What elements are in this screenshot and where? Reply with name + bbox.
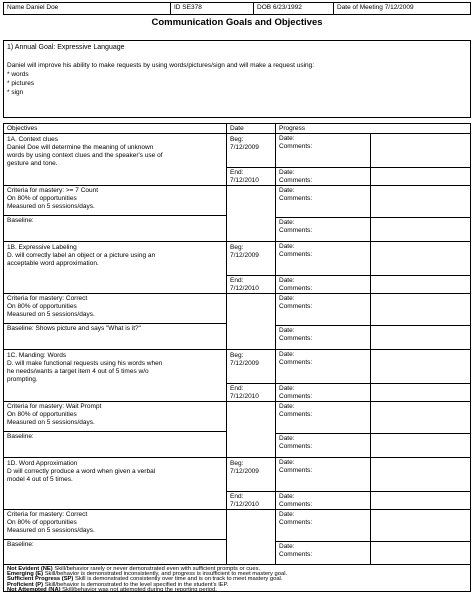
student-name: Name Daniel Doe: [7, 4, 59, 11]
progress-date-label: Date:: [279, 493, 295, 500]
objective-row-border: [226, 383, 471, 384]
objective-row-border: [3, 509, 471, 510]
progress-date-label: Date:: [279, 327, 295, 334]
legend-term: Sufficient Progress (SP): [7, 576, 74, 583]
objective-title: 1D. Word Approximation: [7, 460, 78, 467]
legend-term: Not Evident (NE): [7, 566, 53, 572]
legend-description: Skill is demonstrated consistently over time and is on track to meet mastery goal.: [73, 576, 283, 583]
objective-title: 1B. Expressive Labeling: [7, 244, 77, 251]
objective-description-line: D will correctly produce a word when given a verbal: [7, 468, 156, 475]
mastery-criteria-line: Criteria for mastery: >= 7 Count: [7, 187, 99, 194]
progress-divider: [370, 133, 371, 241]
progress-comments-label: Comments:: [279, 335, 313, 342]
objective-top-border: [3, 241, 471, 242]
mastery-criteria-line: Criteria for mastery: Correct: [7, 511, 88, 518]
objective-title: 1C. Manding: Words: [7, 352, 67, 359]
baseline-label: Baseline:: [7, 217, 34, 224]
baseline-label: Baseline:: [7, 541, 34, 548]
progress-date-label: Date:: [279, 403, 295, 410]
progress-divider: [370, 241, 371, 349]
legend-term: Not Attempted (NA): [7, 586, 61, 593]
objective-description-line: words by using context clues and the speaker's use of: [7, 152, 163, 159]
progress-date-label: Date:: [279, 543, 295, 550]
begin-label: Beg:: [230, 460, 244, 467]
progress-date-label: Date:: [279, 277, 295, 284]
progress-comments-label: Comments:: [279, 303, 313, 310]
progress-comments-label: Comments:: [279, 285, 313, 292]
progress-date-label: Date:: [279, 187, 295, 194]
progress-date-label: Date:: [279, 243, 295, 250]
progress-date-label: Date:: [279, 295, 295, 302]
progress-date-label: Date:: [279, 169, 295, 176]
objective-description-line: gesture and tone.: [7, 160, 58, 167]
mastery-criteria-line: Criteria for mastery: Wait Prompt: [7, 403, 102, 410]
baseline-row-border: [3, 431, 226, 432]
objective-row-border: [226, 167, 471, 168]
goal-item-sign: * sign: [7, 89, 24, 96]
begin-label: Beg:: [230, 352, 244, 359]
objective-row-border: [3, 293, 471, 294]
objective-row-border: [3, 185, 471, 186]
objective-row-border: [275, 541, 471, 542]
progress-comments-label: Comments:: [279, 177, 313, 184]
begin-label: Beg:: [230, 244, 244, 251]
annual-goal-heading: 1) Annual Goal: Expressive Language: [7, 44, 125, 51]
progress-date-label: Date:: [279, 385, 295, 392]
col-header-objectives: Objectives: [7, 125, 38, 132]
baseline-row-border: [3, 539, 226, 540]
legend-description: Skill/behavior rarely or never demonstrated even with sufficient prompts or cues.: [52, 566, 261, 572]
end-date: 7/12/2010: [230, 501, 259, 508]
progress-date-label: Date:: [279, 351, 295, 358]
progress-comments-label: Comments:: [279, 227, 313, 234]
progress-comments-label: Comments:: [279, 551, 313, 558]
baseline-label: Baseline:: [7, 433, 34, 440]
legend-term: Proficient (P): [7, 581, 44, 588]
objective-top-border: [3, 133, 471, 134]
progress-date-label: Date:: [279, 219, 295, 226]
mastery-criteria-line: Measured on 5 sessions/days.: [7, 527, 95, 534]
progress-comments-label: Comments:: [279, 443, 313, 450]
annual-goal-statement: Daniel will improve his ability to make requests by using words/pictures/sign and will make a request using:: [7, 62, 315, 69]
progress-comments-label: Comments:: [279, 143, 313, 150]
mastery-criteria-line: On 80% of opportunities: [7, 303, 77, 310]
col-header-progress: Progress: [279, 125, 306, 132]
baseline-row-border: [3, 323, 226, 324]
col-header-date: Date: [230, 125, 244, 132]
progress-date-label: Date:: [279, 435, 295, 442]
progress-comments-label: Comments:: [279, 411, 313, 418]
legend-term: Emerging (E): [7, 571, 44, 578]
mastery-criteria-line: Measured on 5 sessions/days.: [7, 311, 95, 318]
objective-top-border: [3, 349, 471, 350]
objective-row-border: [3, 401, 471, 402]
mastery-criteria-line: Measured on 5 sessions/days.: [7, 419, 95, 426]
mastery-criteria-line: On 80% of opportunities: [7, 195, 77, 202]
mastery-criteria-line: On 80% of opportunities: [7, 519, 77, 526]
objective-row-border: [226, 275, 471, 276]
objective-title: 1A. Context clues: [7, 136, 58, 143]
mastery-criteria-line: On 80% of opportunities: [7, 411, 77, 418]
baseline-label: Baseline: Shows picture and says "What is it?": [7, 325, 141, 332]
end-label: End:: [230, 493, 244, 500]
legend-description: Skill/behavior was not attempted during the reporting period.: [60, 586, 217, 593]
page-title: Communication Goals and Objectives: [151, 17, 323, 28]
begin-label: Beg:: [230, 136, 244, 143]
progress-comments-label: Comments:: [279, 467, 313, 474]
legend-description: Skill/behavior is demonstrated to the level specified in the student's IEP.: [43, 581, 229, 588]
objective-row-border: [275, 217, 471, 218]
objective-description-line: D. will make functional requests using his words when: [7, 360, 163, 367]
student-dob: DOB 6/23/1992: [257, 4, 302, 11]
objective-description-line: prompting.: [7, 376, 38, 383]
objective-row-border: [275, 433, 471, 434]
progress-comments-label: Comments:: [279, 501, 313, 508]
progress-date-label: Date:: [279, 459, 295, 466]
begin-date: 7/12/2009: [230, 252, 259, 259]
baseline-row-border: [3, 215, 226, 216]
progress-comments-label: Comments:: [279, 519, 313, 526]
objective-top-border: [3, 457, 471, 458]
mastery-criteria-line: Measured on 5 sessions/days.: [7, 203, 95, 210]
objective-description-line: model 4 out of 5 times.: [7, 476, 73, 483]
end-date: 7/12/2010: [230, 285, 259, 292]
end-label: End:: [230, 277, 244, 284]
end-label: End:: [230, 169, 244, 176]
objective-description-line: he needs/wants a target item 4 out of 5 times w/o: [7, 368, 149, 375]
progress-date-label: Date:: [279, 511, 295, 518]
end-date: 7/12/2010: [230, 177, 259, 184]
student-id: ID SE378: [174, 4, 202, 11]
progress-date-label: Date:: [279, 135, 295, 142]
progress-comments-label: Comments:: [279, 359, 313, 366]
progress-comments-label: Comments:: [279, 251, 313, 258]
progress-comments-label: Comments:: [279, 195, 313, 202]
end-label: End:: [230, 385, 244, 392]
objective-row-border: [275, 325, 471, 326]
end-date: 7/12/2010: [230, 393, 259, 400]
objective-description-line: Daniel Doe will determine the meaning of unknown: [7, 144, 154, 151]
meeting-date: Date of Meeting 7/12/2009: [337, 4, 414, 11]
begin-date: 7/12/2009: [230, 360, 259, 367]
begin-date: 7/12/2009: [230, 144, 259, 151]
legend-description: Skill/behavior is demonstrated inconsistently, and progress is insufficient to meet mastery goal.: [43, 571, 288, 578]
mastery-criteria-line: Criteria for mastery: Correct: [7, 295, 88, 302]
goal-item-words: * words: [7, 71, 29, 78]
progress-divider: [370, 349, 371, 457]
objective-description-line: acceptable word approximation.: [7, 260, 99, 267]
begin-date: 7/12/2009: [230, 468, 259, 475]
progress-divider: [370, 457, 371, 565]
progress-comments-label: Comments:: [279, 393, 313, 400]
objective-row-border: [226, 491, 471, 492]
goal-item-pictures: * pictures: [7, 80, 35, 87]
objective-description-line: D. will correctly label an object or a picture using an: [7, 252, 156, 259]
